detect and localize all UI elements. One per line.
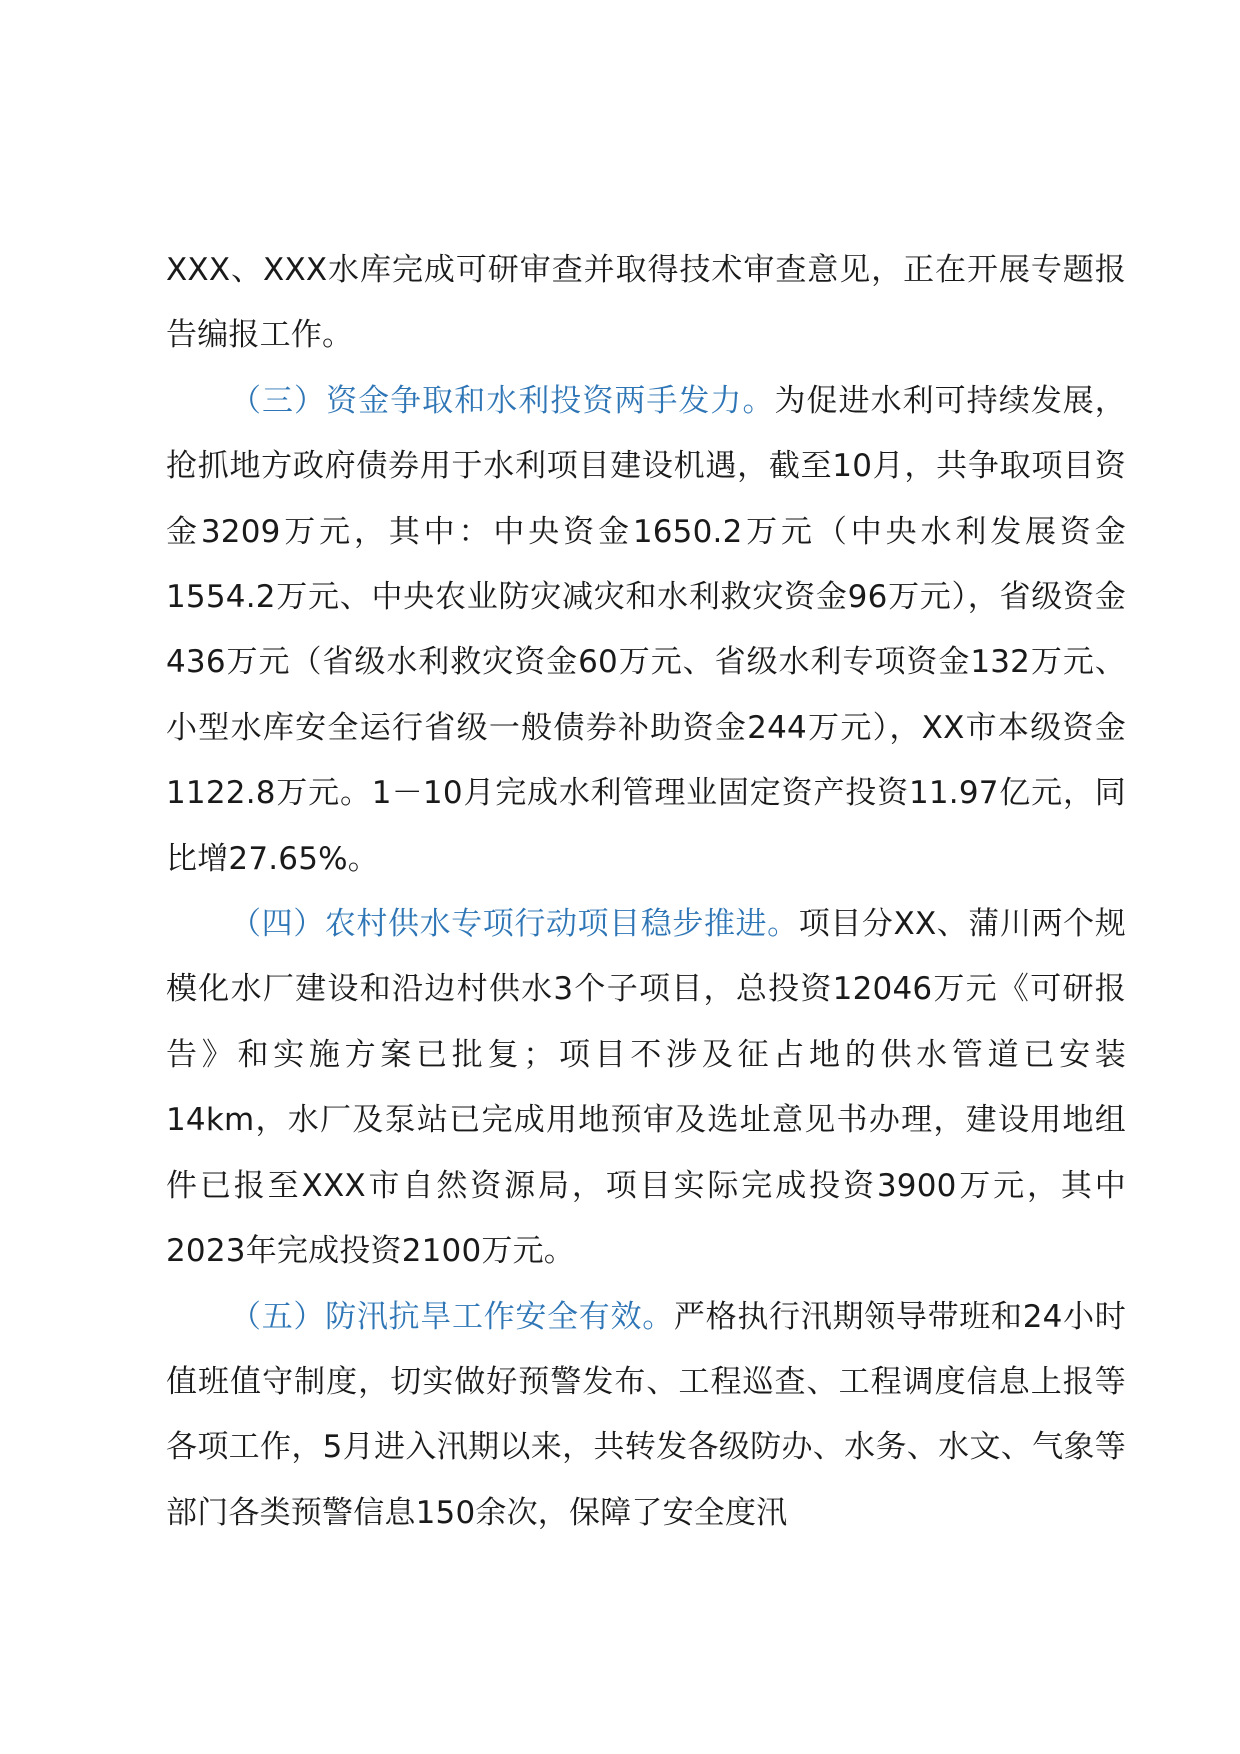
paragraph-text: XXX、XXX水库完成可研审查并取得技术审查意见，正在开展专题报告编报工作。: [166, 252, 1126, 354]
paragraph-continuation: [166, 238, 1126, 369]
paragraph-text: 严格执行汛期领导带班和24小时值班值守制度，切实做好预警发布、工程巡查、工程调度信息上报等各项工作，5月进入汛期以来，共转发各级防办、水务、水文、气象等部门各类预警信息150余次，保障了安全度汛: [166, 1298, 1126, 1531]
paragraph-funding-investment: [166, 369, 1126, 892]
document-body: [166, 238, 1126, 1546]
section-heading-4: （四）农村供水专项行动项目稳步推进。: [230, 906, 799, 943]
paragraph-text: 为促进水利可持续发展，抢抓地方政府债券用于水利项目建设机遇，截至10月，共争取项目资金3209万元，其中：中央资金1650.2万元（中央水利发展资金1554.2万元、中央农业防灾减灾和水利救灾资金96万元），省级资金436万元（省级水利救灾资金60万元、省级水利专项资金132万元、小型水库安全运行省级一般债券补助资金244万元），XX市本级资金1122.8万元。1－10月完成水利管理业固定资产投资11.97亿元，同比增27.65%。: [166, 382, 1126, 877]
paragraph-rural-water-supply: [166, 892, 1126, 1284]
section-heading-3: （三）资金争取和水利投资两手发力。: [230, 382, 775, 419]
paragraph-flood-drought-control: [166, 1285, 1126, 1547]
section-heading-5: （五）防汛抗旱工作安全有效。: [230, 1298, 674, 1335]
paragraph-text: 项目分XX、蒲川两个规模化水厂建设和沿边村供水3个子项目，总投资12046万元《可研报告》和实施方案已批复；项目不涉及征占地的供水管道已安装14km，水厂及泵站已完成用地预审及选址意见书办理，建设用地组件已报至XXX市自然资源局，项目实际完成投资3900万元，其中2023年完成投资2100万元。: [166, 906, 1126, 1270]
